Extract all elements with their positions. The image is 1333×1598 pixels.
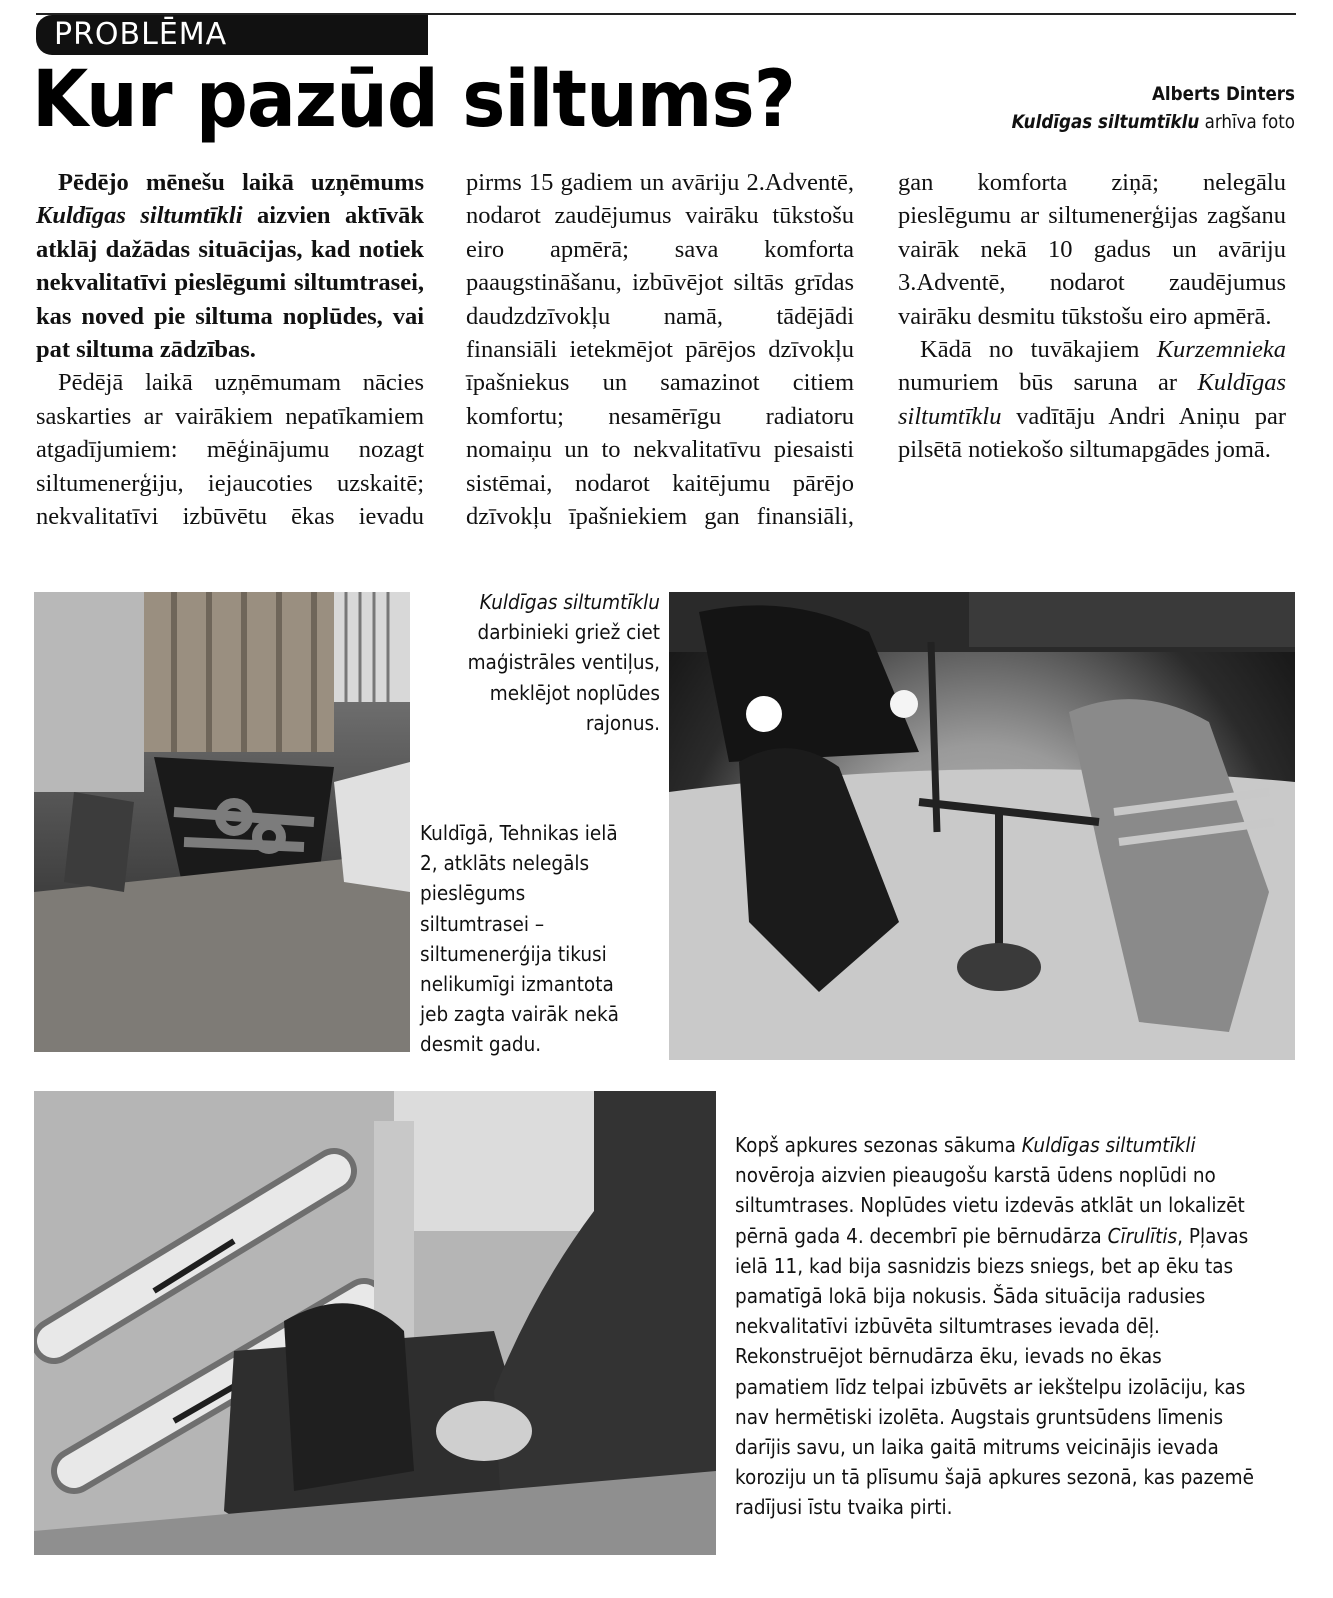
article-text-run: vadītāju Andri Aniņu par pilsētā notiekošo siltumapgādes jomā. xyxy=(898,402,1286,464)
article-text-run: gan komforta ziņā; nelegālu pieslēgumu ar siltumenerģijas zagšanu vairāk nekā 10 gadus un avāriju 3.Adventē, nodarot zaudējumus vairāku desmitu tūkstošu eiro apmērā. xyxy=(898,169,1287,330)
caption-leak-kindergarten: Cīrulītis xyxy=(1107,1223,1178,1248)
photo-valve-workers xyxy=(669,592,1295,1060)
article-text-run: aizvien aktīvāk atklāj dažādas situācijas, kad notiek nekvalitatīvi pieslēgumi siltumtrasei, kas noved pie siltuma noplūdes, vai pat siltuma zādzības. xyxy=(36,202,425,364)
body-paragraph-1-cont xyxy=(466,166,854,533)
author-name: Alberts Dinters xyxy=(1151,83,1295,105)
article-text-run: Kādā no tuvākajiem xyxy=(920,336,1140,364)
caption-leak-intro: Kopš apkures sezonas sākuma xyxy=(735,1133,1022,1157)
article-column-3 xyxy=(898,166,1286,467)
body-paragraph-1 xyxy=(36,366,424,533)
headline: Kur pazūd siltums? xyxy=(32,55,795,145)
caption-leak-company: Kuldīgas siltumtīkli xyxy=(1021,1133,1196,1157)
caption-leak xyxy=(735,1130,1257,1523)
photo-credit-suffix: arhīva foto xyxy=(1199,111,1295,133)
caption-valves-company: Kuldīgas siltumtīklu xyxy=(479,590,660,614)
article-text-run: Kuldīgas siltumtīkli xyxy=(36,202,243,230)
caption-illegal-connection: Kuldīgā, Tehnikas ielā 2, atklāts nelegāls pieslēgums siltumtrasei – siltumenerģija tikusi nelikumīgi izmantota jeb zagta vairāk nekā desmit gadu. xyxy=(420,821,619,1057)
article-text-run: pirms 15 gadiem un avāriju 2.Adventē, nodarot zaudējumus vairāku tūkstošu eiro apmērā; sava komforta paaugstināšanu, izbūvējot siltās grīdas daudzdzīvokļu namā, tādējādi finansiāli ietekmējot pārējos dzīvokļu īpašniekus un samazinot citiem komfortu; nesamērīgu radiatoru nomaiņu un to nekvalitatīvu piesaisti sistēmai, nodarot kaitējumu pārējo dzīvokļu īpašniekiem gan finansiāli, xyxy=(466,169,855,531)
caption-valves-text: darbinieki griež ciet maģistrāles ventiļus, meklējot noplūdes rajonus. xyxy=(467,620,660,735)
caption-leak-middle: novēroja aizvien pieaugošu karstā ūdens noplūdi no siltumtrases. Noplūdes vietu izdevās atklāt un lokalizēt pērnā gada 4. decembrī pie bērnudārza xyxy=(735,1163,1245,1248)
caption-leak-rest: , Pļavas ielā 11, kad bija sasnidzis biezs sniegs, bet ap ēku tas pamatīgā lokā bija nokusis. Šāda situācija radusies nekvalitatīvi izbūvēta siltumtrases ievada dēļ. Rekonstruējot bērnudārza ēku, ievads no ēkas pamatiem līdz telpai izbūvēts ar iekštelpu izolāciju, kas nav hermētiski izolēta. Augstais gruntsūdens līmenis darījis savu, un laika gaitā mitrums veicinājis ievada koroziju un tā plīsumu šajā apkures sezonā, kas pazemē radījusi īstu tvaika pirti. xyxy=(735,1223,1254,1520)
body-paragraph-1-cont xyxy=(898,166,1286,333)
photo-leak-site xyxy=(34,1091,716,1555)
article-text-run: Pēdējo mēnešu laikā uzņēmums xyxy=(58,169,424,196)
photo-credit-company: Kuldīgas siltumtīklu xyxy=(1011,111,1200,133)
section-label: PROBLĒMA xyxy=(54,17,228,52)
lead-paragraph xyxy=(36,166,424,366)
article-column-2 xyxy=(466,166,854,533)
caption-valves xyxy=(444,587,660,738)
photo-credit xyxy=(1012,108,1295,136)
photo-illegal-connection xyxy=(34,592,410,1052)
article-column-1 xyxy=(36,166,424,533)
article-text-run: Kurzemnieka xyxy=(1156,336,1287,364)
article-text-run: numuriem būs saruna ar xyxy=(898,369,1178,397)
section-tag xyxy=(36,15,428,55)
body-paragraph-2 xyxy=(898,333,1286,467)
article-text-run: Pēdējā laikā uzņēmumam nācies saskarties ar vairākiem nepatīkamiem atgadījumiem: mēģinājumu nozagt siltumenerģiju, iejaucoties uzskaitē; nekvalitatīvi izbūvētu ēkas ievadu xyxy=(36,369,425,531)
article-text-run: Kuldīgas siltumtīklu xyxy=(898,369,1287,430)
byline xyxy=(1012,80,1295,136)
